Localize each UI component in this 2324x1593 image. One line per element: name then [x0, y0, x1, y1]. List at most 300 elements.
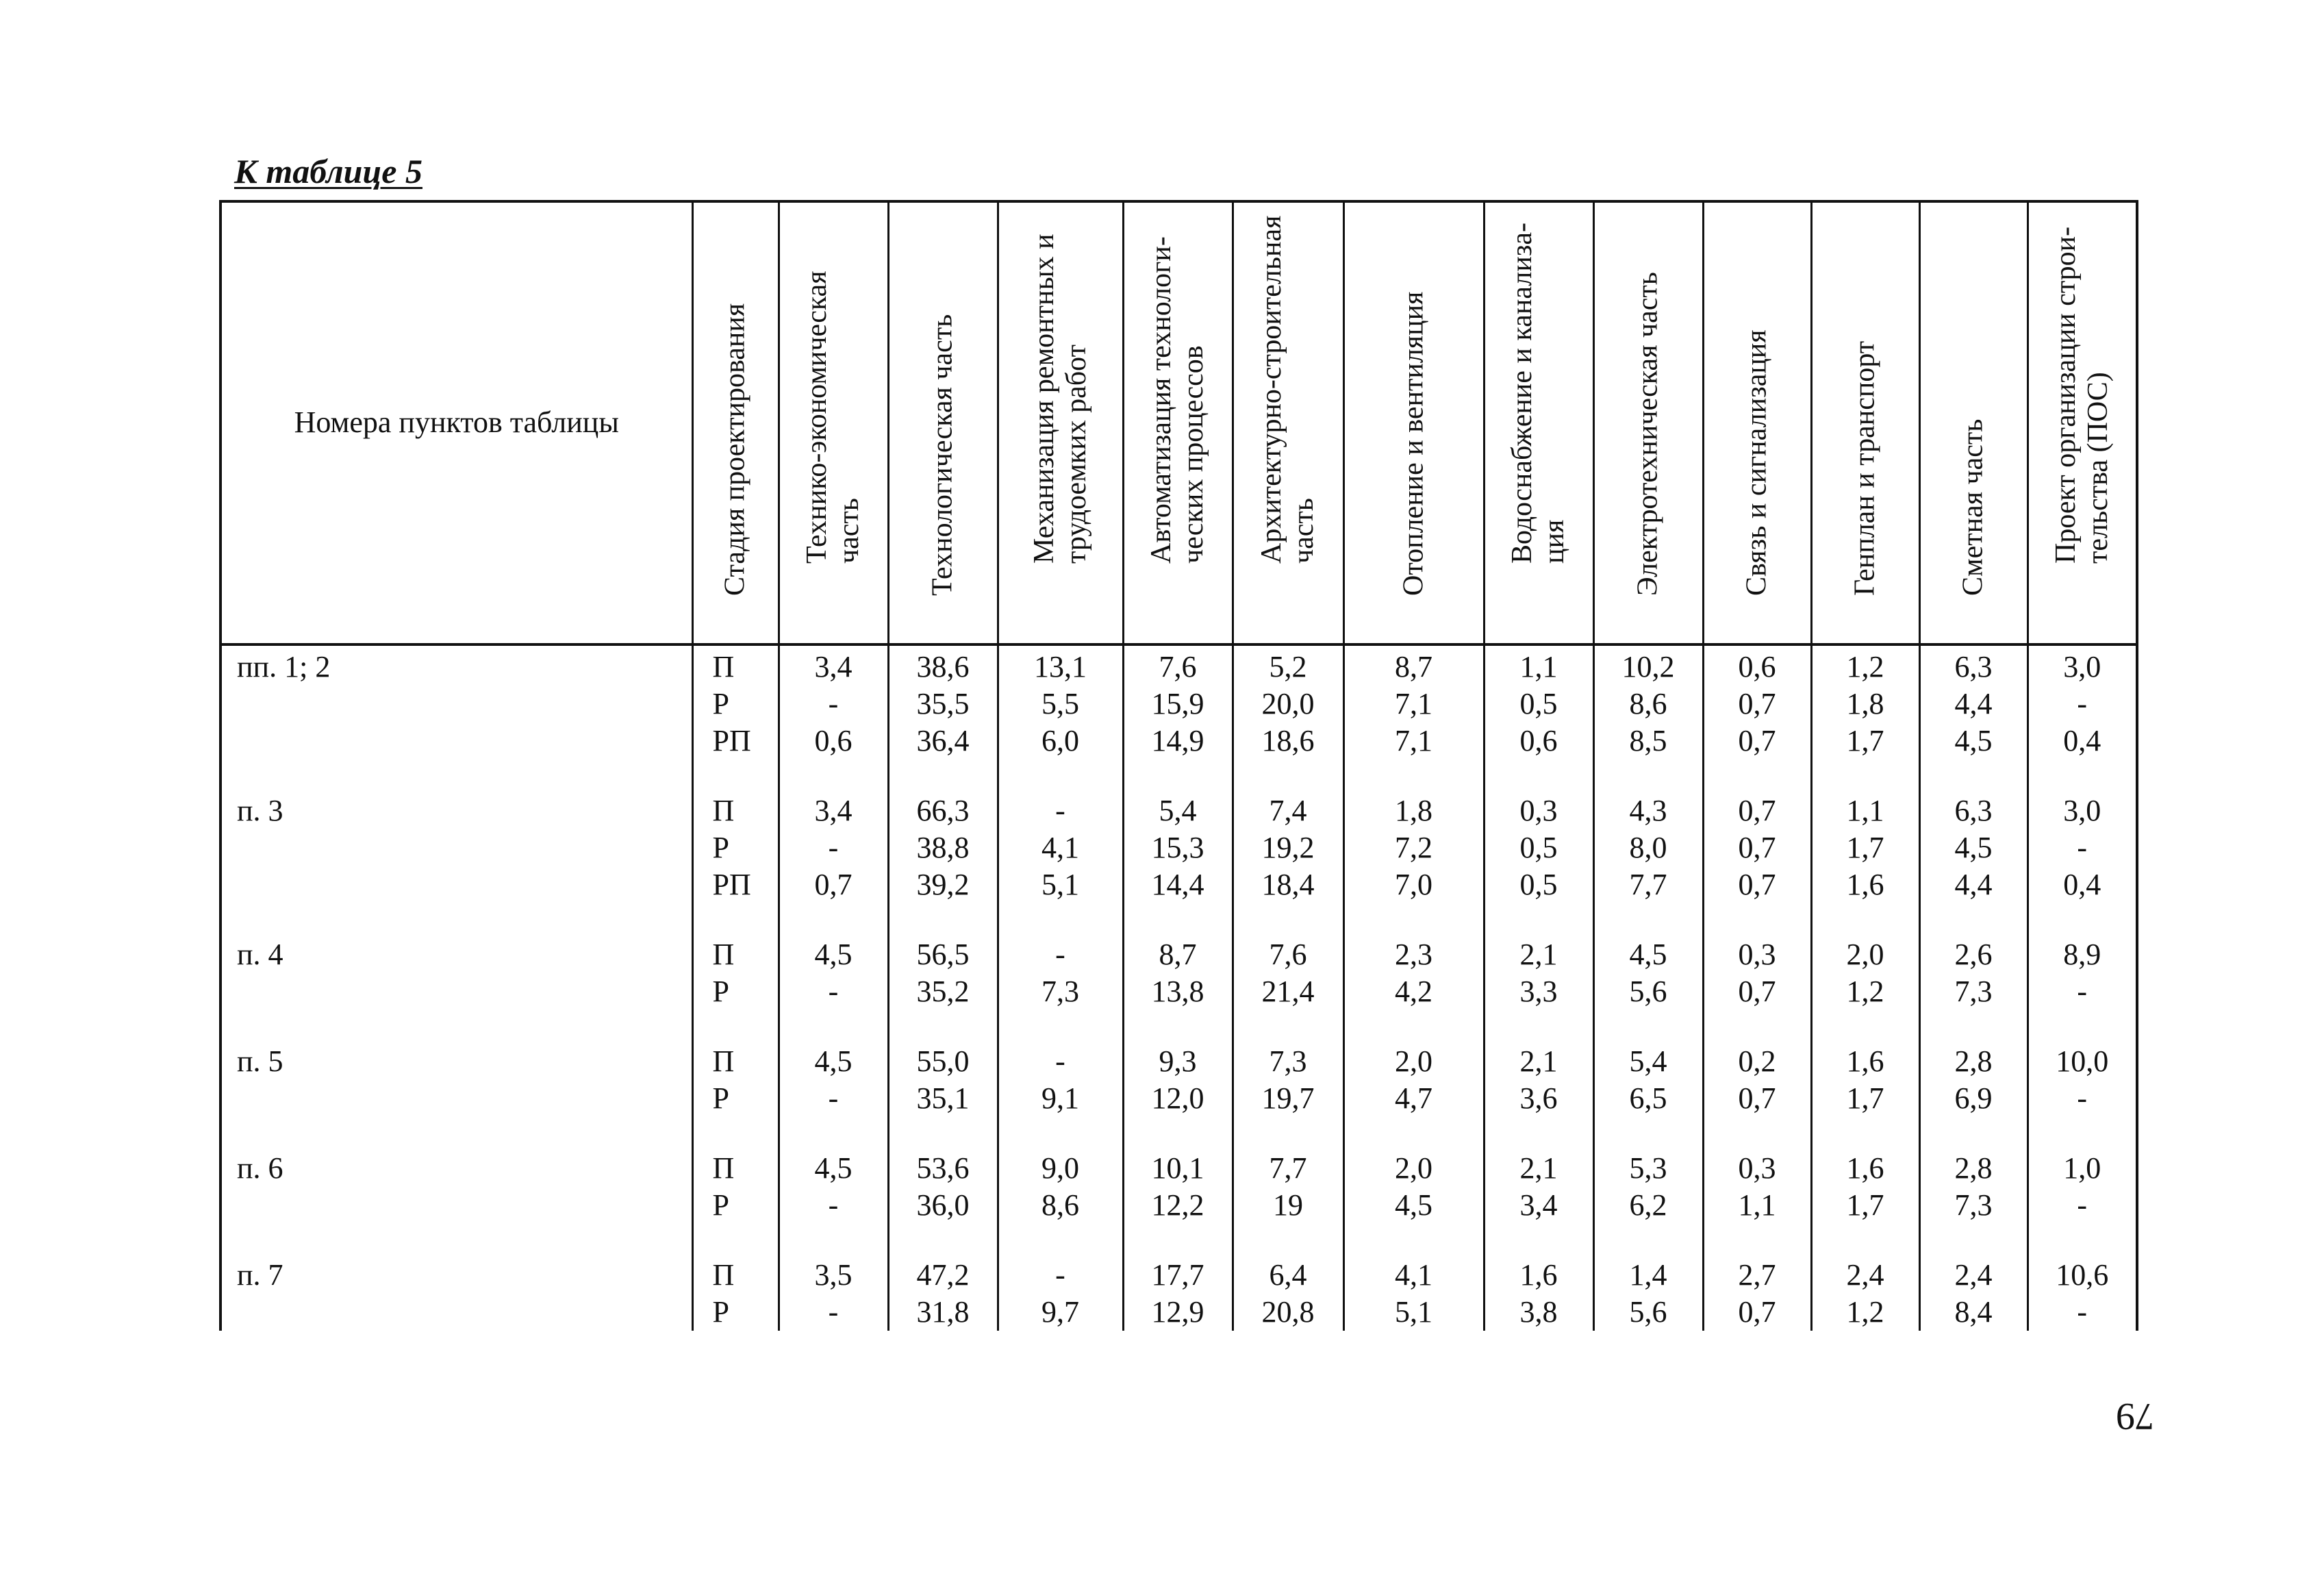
column-header-line: Технико-экономическая	[800, 271, 833, 564]
cell-value: 31,8	[916, 1295, 970, 1329]
cell-value: 7,3	[1954, 975, 1993, 1008]
stage-cell	[692, 1147, 779, 1254]
value-cell	[1593, 790, 1703, 933]
cell-value: 10,1	[1151, 1151, 1204, 1185]
cell-value: 7,3	[1269, 1044, 1307, 1078]
cell-value: 0,7	[1738, 868, 1776, 901]
stage-cell	[692, 933, 779, 1040]
cell-value: 3,4	[814, 794, 852, 827]
cell-value: -	[828, 831, 839, 864]
column-header	[1811, 201, 1919, 644]
column-header-label	[1957, 419, 1989, 596]
value-cell	[1919, 933, 2028, 1040]
cell-value: 17,7	[1151, 1258, 1204, 1292]
cell-value: 1,6	[1846, 1044, 1884, 1078]
value-cell	[1811, 1040, 1919, 1147]
cell-value: 7,0	[1395, 868, 1432, 901]
column-header-line: Отопление и вентиляция	[1397, 291, 1429, 596]
value-cell	[1343, 644, 1484, 790]
cell-value: -	[1055, 1044, 1065, 1078]
cell-value: 0,7	[1738, 724, 1776, 757]
cell-value: -	[2077, 975, 2088, 1008]
column-header-label	[2050, 227, 2114, 564]
cell-value: 13,8	[1151, 975, 1204, 1008]
cell-value: 0,4	[2063, 868, 2101, 901]
column-header	[1593, 201, 1703, 644]
cell-value: 0,6	[814, 724, 852, 757]
stage-value: П	[712, 650, 735, 683]
cell-value: 7,3	[1954, 1188, 1993, 1222]
column-header-line: Проект организации строи-	[2049, 226, 2082, 564]
table-row	[220, 1040, 2137, 1147]
cell-value: 8,7	[1395, 650, 1432, 683]
cell-value: 1,2	[1846, 650, 1884, 683]
cell-value: 4,1	[1395, 1258, 1432, 1292]
column-header-line: ческих процессов	[1178, 345, 1209, 564]
cell-value: 4,4	[1954, 687, 1993, 720]
value-cell	[1233, 1254, 1343, 1331]
cell-value: 15,9	[1151, 687, 1204, 720]
cell-value: 35,2	[916, 975, 970, 1008]
column-header	[1123, 201, 1233, 644]
stage-value: П	[712, 794, 735, 827]
cell-value: 8,4	[1954, 1295, 1993, 1329]
cell-value: 1,2	[1846, 1295, 1884, 1329]
cell-value: 0,3	[1738, 938, 1776, 971]
column-header	[779, 201, 888, 644]
row-label	[220, 933, 692, 1040]
cell-value: 1,0	[2063, 1151, 2101, 1185]
cell-value: 36,4	[916, 724, 970, 757]
cell-value: 7,3	[1041, 975, 1079, 1008]
value-cell	[1919, 1254, 2028, 1331]
stage-value: Р	[712, 1081, 729, 1115]
cell-value: 1,6	[1846, 868, 1884, 901]
stage-value: П	[712, 1044, 735, 1078]
value-cell	[779, 1147, 888, 1254]
cell-value: 5,1	[1395, 1295, 1432, 1329]
cell-value: 2,6	[1954, 938, 1993, 971]
column-header-line: Связь и сигнализация	[1741, 329, 1773, 596]
value-cell	[1484, 1147, 1593, 1254]
value-cell	[1233, 1040, 1343, 1147]
value-cell	[1811, 1147, 1919, 1254]
value-cell	[1484, 1254, 1593, 1331]
cell-value: 2,4	[1954, 1258, 1993, 1292]
value-cell	[1123, 1040, 1233, 1147]
row-header-label: Номера пунктов таблицы	[294, 405, 619, 440]
table-row	[220, 1254, 2137, 1331]
row-label	[220, 644, 692, 790]
value-cell	[888, 790, 998, 933]
value-cell	[1123, 1147, 1233, 1254]
value-cell	[1233, 933, 1343, 1040]
cell-value: 2,1	[1519, 938, 1558, 971]
cell-value: 0,2	[1738, 1044, 1776, 1078]
cell-value: 8,6	[1041, 1188, 1079, 1222]
value-cell	[1484, 790, 1593, 933]
cell-value: 8,0	[1629, 831, 1667, 864]
cell-value: 0,7	[1738, 975, 1776, 1008]
column-header	[1343, 201, 1484, 644]
stage-value: РП	[712, 724, 751, 757]
cell-value: 3,4	[1519, 1188, 1558, 1222]
cell-value: 1,8	[1395, 794, 1432, 827]
cell-value: 7,2	[1395, 831, 1432, 864]
cell-value: 1,8	[1846, 687, 1884, 720]
value-cell	[888, 1147, 998, 1254]
value-cell	[1919, 1147, 2028, 1254]
stage-cell	[692, 644, 779, 790]
cell-value: 0,7	[1738, 1081, 1776, 1115]
value-cell	[1484, 644, 1593, 790]
stage-cell	[692, 790, 779, 933]
cell-value: 2,1	[1519, 1151, 1558, 1185]
value-cell	[1123, 790, 1233, 933]
cell-value: 5,4	[1159, 794, 1197, 827]
cell-value: 6,0	[1041, 724, 1079, 757]
cell-value: 8,6	[1629, 687, 1667, 720]
cell-value: 3,6	[1519, 1081, 1558, 1115]
cell-value: 0,5	[1519, 687, 1558, 720]
cell-value: 3,0	[2063, 650, 2101, 683]
value-cell	[2028, 933, 2137, 1040]
value-cell	[1703, 1147, 1811, 1254]
cell-value: 4,5	[814, 1151, 852, 1185]
cell-value: 6,4	[1269, 1258, 1307, 1292]
column-header-label	[1849, 341, 1881, 596]
cell-value: 0,7	[814, 868, 852, 901]
cell-value: 14,9	[1151, 724, 1204, 757]
cell-value: 2,0	[1395, 1044, 1432, 1078]
value-cell	[779, 1254, 888, 1331]
stage-value: П	[712, 1151, 735, 1185]
cell-value: 36,0	[916, 1188, 970, 1222]
cell-value: -	[828, 975, 839, 1008]
cell-value: 0,3	[1519, 794, 1558, 827]
cell-value: 2,1	[1519, 1044, 1558, 1078]
value-cell	[1811, 933, 1919, 1040]
value-cell	[998, 933, 1123, 1040]
table-row	[220, 790, 2137, 933]
value-cell	[888, 1254, 998, 1331]
value-cell	[2028, 1040, 2137, 1147]
table-body	[220, 644, 2137, 1331]
cell-value: 12,9	[1151, 1295, 1204, 1329]
cell-value: 20,0	[1261, 687, 1315, 720]
value-cell	[1811, 644, 1919, 790]
value-cell	[1593, 644, 1703, 790]
stage-cell	[692, 1254, 779, 1331]
cell-value: 7,6	[1159, 650, 1197, 683]
value-cell	[1703, 644, 1811, 790]
cell-value: 20,8	[1261, 1295, 1315, 1329]
stage-value: Р	[712, 687, 729, 720]
cell-value: 4,5	[1395, 1188, 1432, 1222]
value-cell	[2028, 644, 2137, 790]
column-header-label	[1256, 215, 1320, 563]
table-row	[220, 644, 2137, 790]
cell-value: 10,6	[2056, 1258, 2109, 1292]
column-header-label	[1632, 272, 1664, 596]
cell-value: 2,4	[1846, 1258, 1884, 1292]
column-header	[2028, 201, 2137, 644]
value-cell	[1811, 1254, 1919, 1331]
value-cell	[1593, 1147, 1703, 1254]
row-label-text: п. 7	[237, 1258, 283, 1292]
cell-value: 1,7	[1846, 831, 1884, 864]
value-cell	[998, 1147, 1123, 1254]
value-cell	[1593, 1254, 1703, 1331]
row-label-text: п. 5	[237, 1044, 283, 1078]
column-header-line: часть	[833, 498, 865, 564]
cell-value: 19,7	[1261, 1081, 1315, 1115]
cell-value: -	[2077, 1295, 2088, 1329]
cell-value: 3,0	[2063, 794, 2101, 827]
column-header	[888, 201, 998, 644]
cell-value: 1,1	[1846, 794, 1884, 827]
cell-value: 4,7	[1395, 1081, 1432, 1115]
row-label-text: п. 4	[237, 938, 283, 971]
value-cell	[998, 1040, 1123, 1147]
cell-value: 2,8	[1954, 1151, 1993, 1185]
column-header	[1233, 201, 1343, 644]
cell-value: 1,2	[1846, 975, 1884, 1008]
cell-value: 38,6	[916, 650, 970, 683]
cell-value: 12,2	[1151, 1188, 1204, 1222]
row-label-text: п. 6	[237, 1151, 283, 1185]
cell-value: 1,6	[1519, 1258, 1558, 1292]
cell-value: 6,9	[1954, 1081, 1993, 1115]
header-row	[220, 201, 2137, 644]
cell-value: 0,7	[1738, 687, 1776, 720]
table-caption: К таблице 5	[234, 152, 422, 190]
cell-value: 6,3	[1954, 794, 1993, 827]
cell-value: 9,0	[1041, 1151, 1079, 1185]
value-cell	[888, 1040, 998, 1147]
cell-value: 0,7	[1738, 1295, 1776, 1329]
column-header-label	[1741, 329, 1773, 596]
column-header-line: Генплан и транспорт	[1849, 340, 1881, 596]
cell-value: -	[828, 687, 839, 720]
value-cell	[1343, 933, 1484, 1040]
cell-value: 7,4	[1269, 794, 1307, 827]
column-header-label	[1146, 236, 1210, 564]
cell-value: 5,1	[1041, 868, 1079, 901]
cell-value: 1,1	[1519, 650, 1558, 683]
value-cell	[1233, 1147, 1343, 1254]
cell-value: -	[1055, 1258, 1065, 1292]
column-header-line: Стадия проектирования	[719, 303, 751, 596]
column-header	[1919, 201, 2028, 644]
cell-value: 4,4	[1954, 868, 1993, 901]
column-header	[692, 201, 779, 644]
column-header-label	[1028, 234, 1092, 564]
cell-value: 2,8	[1954, 1044, 1993, 1078]
cell-value: -	[2077, 1188, 2088, 1222]
column-header-line: Сметная часть	[1957, 418, 1989, 596]
cell-value: 4,5	[1629, 938, 1667, 971]
column-header-line: Технологическая часть	[926, 314, 959, 596]
column-header-line: Автоматизация технологи-	[1145, 236, 1177, 564]
value-cell	[998, 1254, 1123, 1331]
value-cell	[888, 644, 998, 790]
stage-value: Р	[712, 1188, 729, 1222]
cell-value: 4,5	[1954, 724, 1993, 757]
distribution-table	[219, 200, 2138, 1331]
cell-value: 4,5	[814, 1044, 852, 1078]
cell-value: 5,2	[1269, 650, 1307, 683]
value-cell	[1919, 644, 2028, 790]
cell-value: 14,4	[1151, 868, 1204, 901]
cell-value: 10,0	[2056, 1044, 2109, 1078]
cell-value: -	[2077, 831, 2088, 864]
value-cell	[888, 933, 998, 1040]
cell-value: 6,5	[1629, 1081, 1667, 1115]
cell-value: 38,8	[916, 831, 970, 864]
stage-value: П	[712, 1258, 735, 1292]
cell-value: 9,3	[1159, 1044, 1197, 1078]
cell-value: 1,6	[1846, 1151, 1884, 1185]
cell-value: 1,7	[1846, 1081, 1884, 1115]
cell-value: 0,4	[2063, 724, 2101, 757]
cell-value: 9,1	[1041, 1081, 1079, 1115]
value-cell	[1123, 933, 1233, 1040]
column-header-line: часть	[1288, 498, 1319, 564]
column-header-label	[1398, 292, 1430, 596]
cell-value: 15,3	[1151, 831, 1204, 864]
cell-value: 1,7	[1846, 1188, 1884, 1222]
column-header-label	[719, 303, 751, 596]
value-cell	[998, 790, 1123, 933]
cell-value: 9,7	[1041, 1295, 1079, 1329]
value-cell	[1343, 1040, 1484, 1147]
cell-value: 0,5	[1519, 868, 1558, 901]
row-label	[220, 1254, 692, 1331]
value-cell	[1703, 1040, 1811, 1147]
cell-value: 1,7	[1846, 724, 1884, 757]
cell-value: -	[2077, 687, 2088, 720]
cell-value: 7,7	[1269, 1151, 1307, 1185]
value-cell	[1593, 1040, 1703, 1147]
column-header-line: трудоемких работ	[1060, 344, 1092, 564]
value-cell	[1703, 933, 1811, 1040]
cell-value: 56,5	[916, 938, 970, 971]
page-number: 79	[2116, 1395, 2154, 1438]
cell-value: 13,1	[1034, 650, 1087, 683]
column-header-line: тельства (ПОС)	[2082, 372, 2114, 564]
value-cell	[1233, 790, 1343, 933]
row-label	[220, 790, 692, 933]
cell-value: 4,5	[1954, 831, 1993, 864]
column-header-line: ция	[1539, 519, 1570, 564]
column-header	[998, 201, 1123, 644]
cell-value: 5,3	[1629, 1151, 1667, 1185]
cell-value: 19	[1273, 1188, 1303, 1222]
cell-value: 3,8	[1519, 1295, 1558, 1329]
stage-value: Р	[712, 831, 729, 864]
cell-value: 2,7	[1738, 1258, 1776, 1292]
cell-value: -	[828, 1295, 839, 1329]
cell-value: 7,7	[1629, 868, 1667, 901]
stage-value: П	[712, 938, 735, 971]
cell-value: 0,3	[1738, 1151, 1776, 1185]
row-label	[220, 1040, 692, 1147]
cell-value: 55,0	[916, 1044, 970, 1078]
cell-value: -	[1055, 794, 1065, 827]
column-header-label	[1506, 223, 1571, 564]
cell-value: 3,5	[814, 1258, 852, 1292]
value-cell	[779, 644, 888, 790]
value-cell	[2028, 790, 2137, 933]
table-row	[220, 933, 2137, 1040]
value-cell	[1919, 1040, 2028, 1147]
cell-value: 0,6	[1519, 724, 1558, 757]
cell-value: 3,4	[814, 650, 852, 683]
cell-value: 2,3	[1395, 938, 1432, 971]
value-cell	[1343, 1254, 1484, 1331]
value-cell	[1343, 1147, 1484, 1254]
cell-value: 1,4	[1629, 1258, 1667, 1292]
cell-value: 12,0	[1151, 1081, 1204, 1115]
value-cell	[779, 1040, 888, 1147]
cell-value: 5,6	[1629, 1295, 1667, 1329]
value-cell	[2028, 1254, 2137, 1331]
table-row	[220, 1147, 2137, 1254]
value-cell	[779, 933, 888, 1040]
stage-value: Р	[712, 1295, 729, 1329]
cell-value: 18,6	[1261, 724, 1315, 757]
cell-value: 3,3	[1519, 975, 1558, 1008]
value-cell	[998, 644, 1123, 790]
cell-value: 4,2	[1395, 975, 1432, 1008]
value-cell	[1484, 1040, 1593, 1147]
cell-value: 6,2	[1629, 1188, 1667, 1222]
cell-value: 5,5	[1041, 687, 1079, 720]
value-cell	[1593, 933, 1703, 1040]
cell-value: 66,3	[916, 794, 970, 827]
stage-value: РП	[712, 868, 751, 901]
cell-value: 8,7	[1159, 938, 1197, 971]
column-header-line: Архитектурно-строительная	[1255, 215, 1287, 564]
value-cell	[1703, 1254, 1811, 1331]
value-cell	[1233, 644, 1343, 790]
cell-value: 0,7	[1738, 831, 1776, 864]
cell-value: 1,1	[1738, 1188, 1776, 1222]
cell-value: 5,4	[1629, 1044, 1667, 1078]
cell-value: 53,6	[916, 1151, 970, 1185]
value-cell	[1123, 1254, 1233, 1331]
row-label-text: п. 3	[237, 794, 283, 827]
cell-value: 8,9	[2063, 938, 2101, 971]
value-cell	[1703, 790, 1811, 933]
column-header-line: Электротехническая часть	[1632, 272, 1664, 596]
cell-value: 2,0	[1395, 1151, 1432, 1185]
column-header-line: Водоснабжение и канализа-	[1506, 222, 1538, 564]
column-header-label	[801, 271, 866, 564]
cell-value: 7,6	[1269, 938, 1307, 971]
cell-value: 6,3	[1954, 650, 1993, 683]
cell-value: 7,1	[1395, 687, 1432, 720]
stage-cell	[692, 1040, 779, 1147]
value-cell	[779, 790, 888, 933]
column-header-label	[926, 314, 959, 596]
cell-value: 35,5	[916, 687, 970, 720]
cell-value: 2,0	[1846, 938, 1884, 971]
cell-value: 10,2	[1621, 650, 1675, 683]
value-cell	[1811, 790, 1919, 933]
cell-value: 5,6	[1629, 975, 1667, 1008]
